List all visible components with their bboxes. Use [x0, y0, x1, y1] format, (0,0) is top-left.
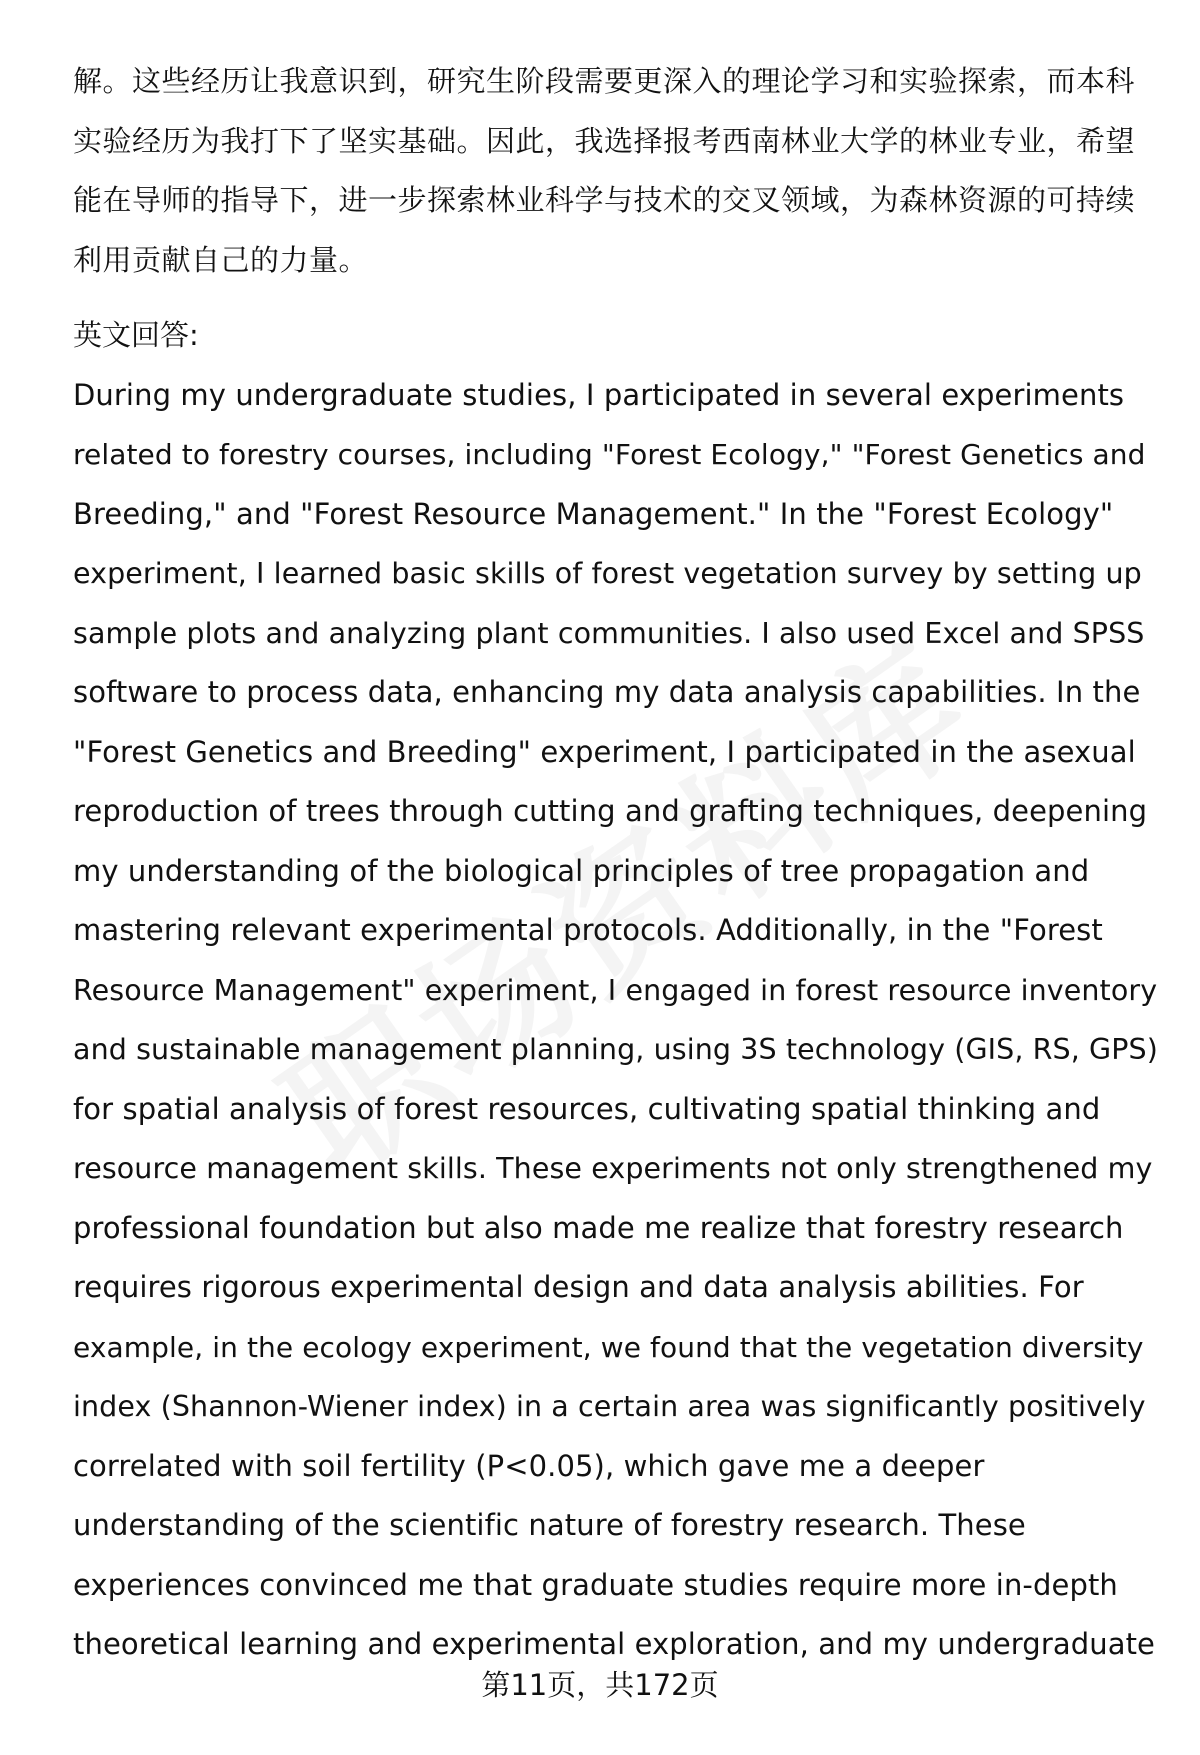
text-line: Resource Management" experiment, I engaged in forest resource inventory	[73, 973, 1158, 1007]
chinese-paragraph	[73, 52, 1153, 290]
english-paragraph	[73, 366, 1158, 1675]
text-line: During my undergraduate studies, I participated in several experiments	[73, 377, 1125, 412]
text-line: resource management skills. These experiments not only strengthened my	[73, 1152, 1153, 1185]
document-body	[73, 52, 1158, 1675]
page-number-footer: 第11页，共172页	[481, 1668, 719, 1702]
text-line: 实验经历为我打下了坚实基础。因此，我选择报考西南林业大学的林业专业，希望	[73, 123, 1136, 158]
text-line: "Forest Genetics and Breeding" experiment, I participated in the asexual	[73, 734, 1136, 769]
text-line: correlated with soil fertility (P<0.05), which gave me a deeper	[73, 1448, 985, 1483]
text-line: mastering relevant experimental protocols. Additionally, in the "Forest	[73, 913, 1103, 947]
text-line: 能在导师的指导下，进一步探索林业科学与技术的交叉领域，为森林资源的可持续	[73, 183, 1136, 217]
english-answer-label: 英文回答:	[73, 318, 199, 352]
text-line: 解。这些经历让我意识到，研究生阶段需要更深入的理论学习和实验探索，而本科	[73, 64, 1136, 98]
text-line: and sustainable management planning, using 3S technology (GIS, RS, GPS)	[73, 1033, 1158, 1066]
text-line: professional foundation but also made me realize that forestry research	[73, 1210, 1124, 1245]
text-line: experiences convinced me that graduate studies require more in-depth	[73, 1567, 1118, 1602]
text-line: Breeding," and "Forest Resource Management." In the "Forest Ecology"	[73, 496, 1114, 531]
text-line: sample plots and analyzing plant communities. I also used Excel and SPSS	[73, 616, 1145, 650]
text-line: for spatial analysis of forest resources, cultivating spatial thinking and	[73, 1091, 1101, 1126]
text-line: theoretical learning and experimental exploration, and my undergraduate	[73, 1627, 1155, 1661]
text-line: reproduction of trees through cutting and grafting techniques, deepening	[73, 794, 1148, 828]
text-line: my understanding of the biological principles of tree propagation and	[73, 853, 1090, 888]
text-line: 利用贡献自己的力量。	[73, 242, 369, 277]
text-line: index (Shannon-Wiener index) in a certain area was significantly positively	[73, 1390, 1146, 1423]
text-line: related to forestry courses, including "Forest Ecology," "Forest Genetics and	[73, 438, 1146, 471]
text-line: software to process data, enhancing my data analysis capabilities. In the	[73, 675, 1141, 709]
text-line: experiment, I learned basic skills of forest vegetation survey by setting up	[73, 557, 1142, 590]
text-line: example, in the ecology experiment, we found that the vegetation diversity	[73, 1330, 1144, 1364]
text-line: requires rigorous experimental design and data analysis abilities. For	[73, 1270, 1084, 1304]
text-line: understanding of the scientific nature of forestry research. These	[73, 1508, 1026, 1542]
